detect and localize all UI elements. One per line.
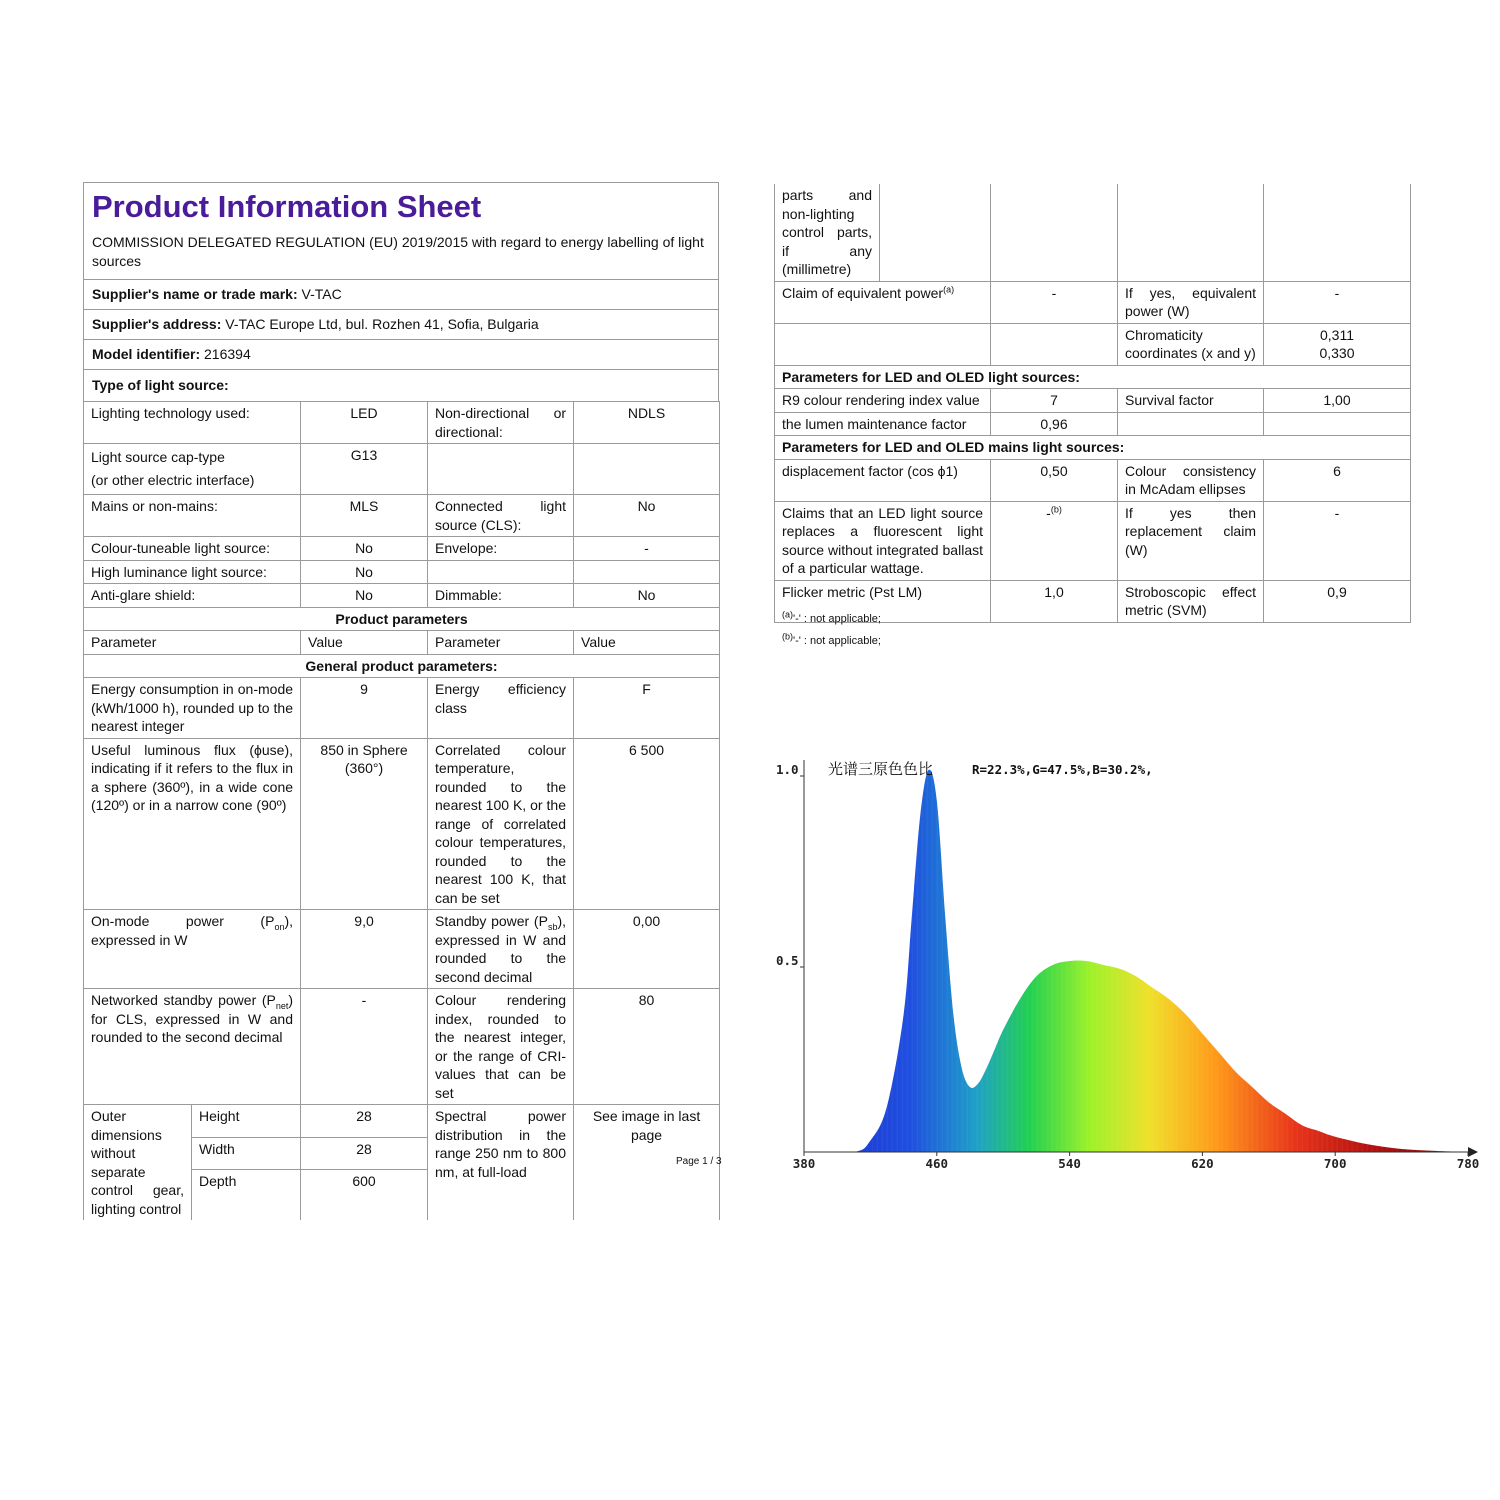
tech-label: Lighting technology used: — [84, 402, 301, 444]
general-params-heading: General product parameters: — [84, 654, 720, 678]
replacement-value: - — [1264, 501, 1411, 580]
depth-value: 600 — [301, 1170, 428, 1221]
empty-cell — [574, 444, 720, 495]
claims-value — [991, 501, 1118, 580]
standby-power-value: 0,00 — [574, 910, 720, 989]
svm-value: 0,9 — [1264, 580, 1411, 622]
mains-value: MLS — [301, 495, 428, 537]
label-part: Claim of equivalent power — [782, 284, 944, 301]
depth-label: Depth — [192, 1170, 301, 1221]
r9-label: R9 colour rendering index value — [775, 389, 991, 413]
cri-label: Colour rendering index, rounded to the nearest integer, or the range of CRI-values that can be set — [428, 989, 574, 1105]
led-parameters-table — [774, 184, 1411, 623]
footnote-b — [782, 630, 881, 652]
label-part: ), expressed in W — [91, 913, 294, 948]
dimmable-label: Dimmable: — [428, 584, 574, 608]
footnote-a — [782, 608, 881, 630]
flicker-label: Flicker metric (Pst LM) — [775, 580, 991, 622]
address-row — [84, 309, 718, 339]
empty-cell — [1118, 184, 1264, 281]
table-row — [84, 678, 720, 739]
model-label: Model identifier: — [92, 346, 201, 362]
survival-value: 1,00 — [1264, 389, 1411, 413]
table-row — [84, 910, 720, 989]
product-params-heading: Product parameters — [84, 607, 720, 631]
table-row — [775, 323, 1411, 365]
label-subscript: net — [275, 1000, 289, 1011]
label-part: Networked standby power (P — [91, 992, 276, 1008]
cct-value: 6 500 — [574, 738, 720, 910]
label-subscript: sb — [547, 921, 558, 932]
lumen-maintenance-value: 0,96 — [991, 412, 1118, 436]
anti-glare-label: Anti-glare shield: — [84, 584, 301, 608]
footnote-marker: (b) — [782, 631, 793, 642]
claims-label: Claims that an LED light source replaces a fluorescent light source without integrated ballast of a particular wattage. — [775, 501, 991, 580]
col-header-value: Value — [574, 631, 720, 655]
equivalent-power-w-value: - — [1264, 281, 1411, 323]
label-part: ) for CLS, expressed in W and rounded to the second decimal — [91, 992, 294, 1045]
networked-standby-value: - — [301, 989, 428, 1105]
energy-value: 9 — [301, 678, 428, 739]
table-row — [84, 989, 720, 1105]
dimensions-continuation-label: parts and non-lighting control parts, if any (millimetre) — [775, 184, 880, 281]
high-lum-label: High luminance light source: — [84, 560, 301, 584]
cls-label: Connected light source (CLS): — [428, 495, 574, 537]
on-mode-power-value: 9,0 — [301, 910, 428, 989]
mains-params-heading: Parameters for LED and OLED mains light sources: — [775, 436, 1411, 460]
r9-value: 7 — [991, 389, 1118, 413]
standby-power-label — [428, 910, 574, 989]
x-tick-label: 460 — [925, 1156, 949, 1171]
flux-value: 850 in Sphere (360°) — [301, 738, 428, 910]
table-row — [775, 436, 1411, 460]
table-row — [84, 738, 720, 910]
spectrum-chart — [754, 740, 1490, 1180]
table-row — [775, 459, 1411, 501]
plot-area — [804, 770, 1468, 1152]
width-value: 28 — [301, 1137, 428, 1170]
empty-cell — [1264, 412, 1411, 436]
flux-label: Useful luminous flux (ϕuse), indicating if it refers to the flux in a sphere (360º), in a wide cone (120º) or in a narrow cone (90º) — [84, 738, 301, 910]
y-tick-label: 0.5 — [776, 953, 799, 968]
height-value: 28 — [301, 1105, 428, 1138]
value-superscript: (b) — [1050, 503, 1062, 514]
spd-value: See image in last page — [574, 1105, 720, 1221]
table-row — [775, 281, 1411, 323]
cap-label-line: (or other electric interface) — [91, 472, 255, 488]
led-params-heading: Parameters for LED and OLED light sources: — [775, 365, 1411, 389]
on-mode-power-label — [84, 910, 301, 989]
chromaticity-y: 0,330 — [1319, 345, 1355, 361]
empty-cell — [428, 560, 574, 584]
label-superscript: (a) — [943, 283, 955, 294]
cap-label-line: Light source cap-type — [91, 449, 225, 465]
empty-cell — [574, 560, 720, 584]
dir-label: Non-directional or directional: — [428, 402, 574, 444]
envelope-label: Envelope: — [428, 537, 574, 561]
spectrum-area — [804, 770, 1468, 1152]
table-row — [84, 537, 720, 561]
label-subscript: on — [274, 921, 285, 932]
replacement-label: If yes then replacement claim (W) — [1118, 501, 1264, 580]
table-row — [84, 607, 720, 631]
cls-value: No — [574, 495, 720, 537]
displacement-label: displacement factor (cos ϕ1) — [775, 459, 991, 501]
footnotes — [782, 608, 881, 652]
table-row — [84, 654, 720, 678]
chromaticity-value — [1264, 323, 1411, 365]
regulation-text: COMMISSION DELEGATED REGULATION (EU) 2019/2015 with regard to energy labelling of light sources — [92, 234, 704, 269]
table-row — [84, 1105, 720, 1138]
x-tick-label: 540 — [1058, 1156, 1081, 1171]
table-row — [84, 560, 720, 584]
col-header-parameter: Parameter — [428, 631, 574, 655]
tech-value: LED — [301, 402, 428, 444]
table-row — [84, 631, 720, 655]
label-part: ), expressed in W and rounded to the second decimal — [435, 913, 567, 985]
sheet-header — [83, 182, 719, 401]
empty-cell — [428, 444, 574, 495]
x-tick-label: 780 — [1456, 1156, 1480, 1171]
supplier-value: V-TAC — [301, 286, 342, 302]
empty-cell — [991, 184, 1118, 281]
equivalent-power-w-label: If yes, equivalent power (W) — [1118, 281, 1264, 323]
equivalent-power-value: - — [991, 281, 1118, 323]
table-row — [775, 501, 1411, 580]
label-part: Standby power (P — [435, 913, 548, 929]
empty-cell — [1118, 412, 1264, 436]
table-row — [84, 402, 720, 444]
svm-label: Stroboscopic effect metric (SVM) — [1118, 580, 1264, 622]
chart-title: 光谱三原色色比 — [828, 760, 934, 778]
footnote-text: '-' : not applicable; — [793, 613, 881, 625]
tune-value: No — [301, 537, 428, 561]
cap-label — [84, 444, 301, 495]
outer-dimensions-label: Outer dimensions without separate control gear, lighting control — [84, 1105, 192, 1221]
chromaticity-x: 0,311 — [1320, 326, 1354, 343]
product-table — [83, 401, 720, 1220]
empty-cell — [775, 323, 991, 365]
tune-label: Colour-tuneable light source: — [84, 537, 301, 561]
chromaticity-label: Chromaticity coordinates (x and y) — [1118, 323, 1264, 365]
table-row — [84, 444, 720, 495]
survival-label: Survival factor — [1118, 389, 1264, 413]
energy-class-label: Energy efficiency class — [428, 678, 574, 739]
x-tick-label: 700 — [1323, 1156, 1347, 1171]
dimmable-value: No — [574, 584, 720, 608]
info-sheet-page — [83, 182, 719, 1220]
energy-label: Energy consumption in on-mode (kWh/1000 h), rounded up to the nearest integer — [84, 678, 301, 739]
type-heading: Type of light source: — [84, 369, 718, 401]
x-tick-label: 380 — [792, 1156, 816, 1171]
dir-value: NDLS — [574, 402, 720, 444]
page-title: Product Information Sheet — [92, 189, 482, 224]
label-part: On-mode power (P — [91, 913, 275, 929]
lumen-maintenance-label: the lumen maintenance factor — [775, 412, 991, 436]
networked-standby-label — [84, 989, 301, 1105]
equivalent-power-label — [775, 281, 991, 323]
col-header-value: Value — [301, 631, 428, 655]
cri-value: 80 — [574, 989, 720, 1105]
table-row — [775, 184, 1411, 281]
address-value: V-TAC Europe Ltd, bul. Rozhen 41, Sofia, Bulgaria — [225, 316, 539, 332]
y-tick-label: 1.0 — [776, 762, 799, 777]
table-row — [84, 584, 720, 608]
height-label: Height — [192, 1105, 301, 1138]
mcadam-label: Colour consistency in McAdam ellipses — [1118, 459, 1264, 501]
model-value: 216394 — [204, 346, 251, 362]
cct-label: Correlated colour temperature, rounded to the nearest 100 K, or the range of correlated colour temperatures, rounded to the nearest 100 K, that can be set — [428, 738, 574, 910]
model-row — [84, 339, 718, 369]
table-row — [775, 412, 1411, 436]
anti-glare-value: No — [301, 584, 428, 608]
mains-label: Mains or non-mains: — [84, 495, 301, 537]
cap-value: G13 — [301, 444, 428, 495]
col-header-parameter: Parameter — [84, 631, 301, 655]
supplier-label: Supplier's name or trade mark: — [92, 286, 298, 302]
displacement-value: 0,50 — [991, 459, 1118, 501]
table-row — [775, 365, 1411, 389]
table-row — [775, 389, 1411, 413]
x-tick-label: 620 — [1191, 1156, 1214, 1171]
envelope-value: - — [574, 537, 720, 561]
flicker-value: 1,0 — [991, 580, 1118, 622]
empty-cell — [880, 184, 991, 281]
supplier-row — [84, 279, 718, 309]
empty-cell — [991, 323, 1118, 365]
spd-label: Spectral power distribution in the range 250 nm to 800 nm, at full-load — [428, 1105, 574, 1221]
energy-class-value: F — [574, 678, 720, 739]
high-lum-value: No — [301, 560, 428, 584]
empty-cell — [1264, 184, 1411, 281]
page-number: Page 1 / 3 — [676, 1156, 722, 1167]
footnote-text: '-' : not applicable; — [793, 635, 881, 647]
chart-subtitle: R=22.3%,G=47.5%,B=30.2%, — [972, 762, 1153, 777]
address-label: Supplier's address: — [92, 316, 222, 332]
footnote-marker: (a) — [782, 609, 793, 620]
value-part: - — [1046, 504, 1051, 521]
width-label: Width — [192, 1137, 301, 1170]
table-row — [84, 495, 720, 537]
mcadam-value: 6 — [1264, 459, 1411, 501]
